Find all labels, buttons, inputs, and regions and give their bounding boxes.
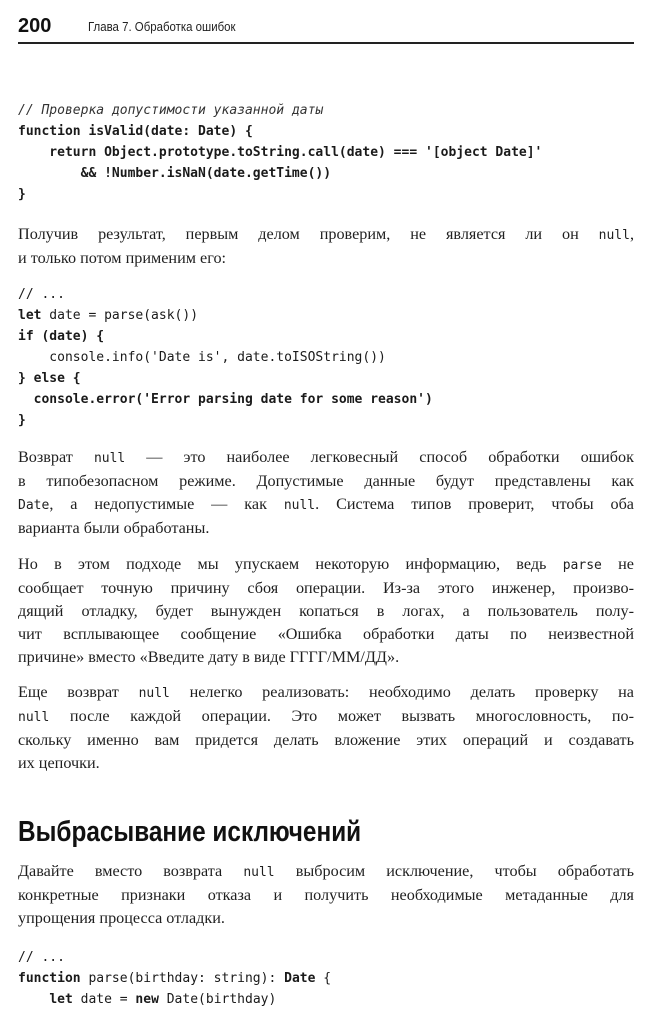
page-header [18,12,634,44]
code-block-parse-throw [18,947,331,1010]
text-line: дящий отладку, будет вынужден копаться в логах, а пользователь полу- [18,602,634,620]
paragraph-lost-info [18,553,634,669]
inline-code: Date [18,498,50,513]
inline-code: null [93,451,126,466]
text-line [18,553,634,577]
text-line: их цепочки. [18,754,100,772]
inline-code: null [138,686,170,701]
paragraph-null-return [18,446,634,540]
code-block-isvalid [18,100,542,205]
code-line [18,989,331,1010]
section-heading: Выбрасывание исключений [18,816,362,848]
paragraph-null-hard [18,681,634,775]
inline-code: null [18,710,50,725]
text-run: , [629,225,634,243]
text-line: сообщает точную причину сбоя операции. Из-за этого инженер, произво- [18,579,634,597]
text-line: скольку именно вам придется делать вложение этих операций и создавать [18,731,634,749]
code-text: parse(birthday: string): [80,971,285,986]
code-line: function isValid(date: Date) { [18,124,253,139]
code-line: } [18,187,26,202]
text-run: после каждой операции. Это может вызвать многословность, по- [49,707,634,725]
text-line: упрощения процесса отладки. [18,909,225,927]
code-text: Date(birthday) [158,992,277,1007]
code-keyword: function [18,971,81,986]
paragraph-throw-exception [18,860,634,930]
code-line: } [18,413,26,428]
text-run: нелегко реализовать: необходимо делать проверку на [169,683,634,701]
code-comment: // ... [18,287,65,302]
text-line: и только потом применим его: [18,249,227,267]
text-line [18,223,634,247]
code-comment: // Проверка допустимости указанной даты [18,103,324,118]
code-keyword: let [18,308,42,323]
code-line: && !Number.isNaN(date.getTime()) [18,166,332,181]
inline-code: null [283,498,316,513]
code-line [18,968,331,989]
chapter-running-head: Глава 7. Обработка ошибок [88,19,236,34]
text-run: Еще возврат [18,683,139,701]
paragraph-check-null [18,223,634,270]
text-run: выбросим исключение, чтобы обработать [274,862,634,880]
text-line: причине» вместо «Введите дату в виде ГГГГ/ММ/ДД». [18,648,400,666]
code-line: console.info('Date is', date.toISOString()) [18,350,386,365]
text-line: чит всплывающее сообщение «Ошибка обработки даты по неизвестной [18,625,634,643]
code-line: if (date) { [18,329,105,344]
text-line [18,705,634,729]
text-run: , а недопустимые — как [49,495,284,513]
code-type: Date [284,971,316,986]
code-comment: // ... [18,950,65,965]
text-line [18,860,634,884]
text-run: Возврат [18,448,94,466]
inline-code: null [243,865,275,880]
code-keyword: new [135,992,159,1007]
text-line [18,493,634,517]
code-line [18,305,433,326]
code-text: date = parse(ask()) [41,308,199,323]
code-line: return Object.prototype.toString.call(date) === '[object Date]' [18,145,543,160]
text-line [18,681,634,705]
page-number: 200 [18,15,52,37]
text-run: Но в этом подходе мы упускаем некоторую информацию, ведь [18,555,563,573]
text-run: Получив результат, первым делом проверим, не является ли он [18,225,599,243]
code-keyword: let [49,992,73,1007]
text-run: — это наиболее легковесный способ обработки ошибок [125,448,634,466]
text-line: конкретные признаки отказа и получить необходимые метаданные для [18,886,634,904]
inline-code: parse [562,558,602,573]
code-block-parse-usage [18,284,433,431]
text-line [18,446,634,470]
code-line: console.error('Error parsing date for some reason') [18,392,433,407]
inline-code: null [598,228,630,243]
text-run: не [601,555,634,573]
code-text: date = [72,992,136,1007]
code-line: } else { [18,371,81,386]
code-text: { [315,971,332,986]
text-run: Давайте вместо возврата [18,862,244,880]
text-line: варианта были обработаны. [18,519,210,537]
text-run: . Система типов проверит, чтобы оба [315,495,634,513]
text-line: в типобезопасном режиме. Допустимые данные будут представлены как [18,472,634,490]
